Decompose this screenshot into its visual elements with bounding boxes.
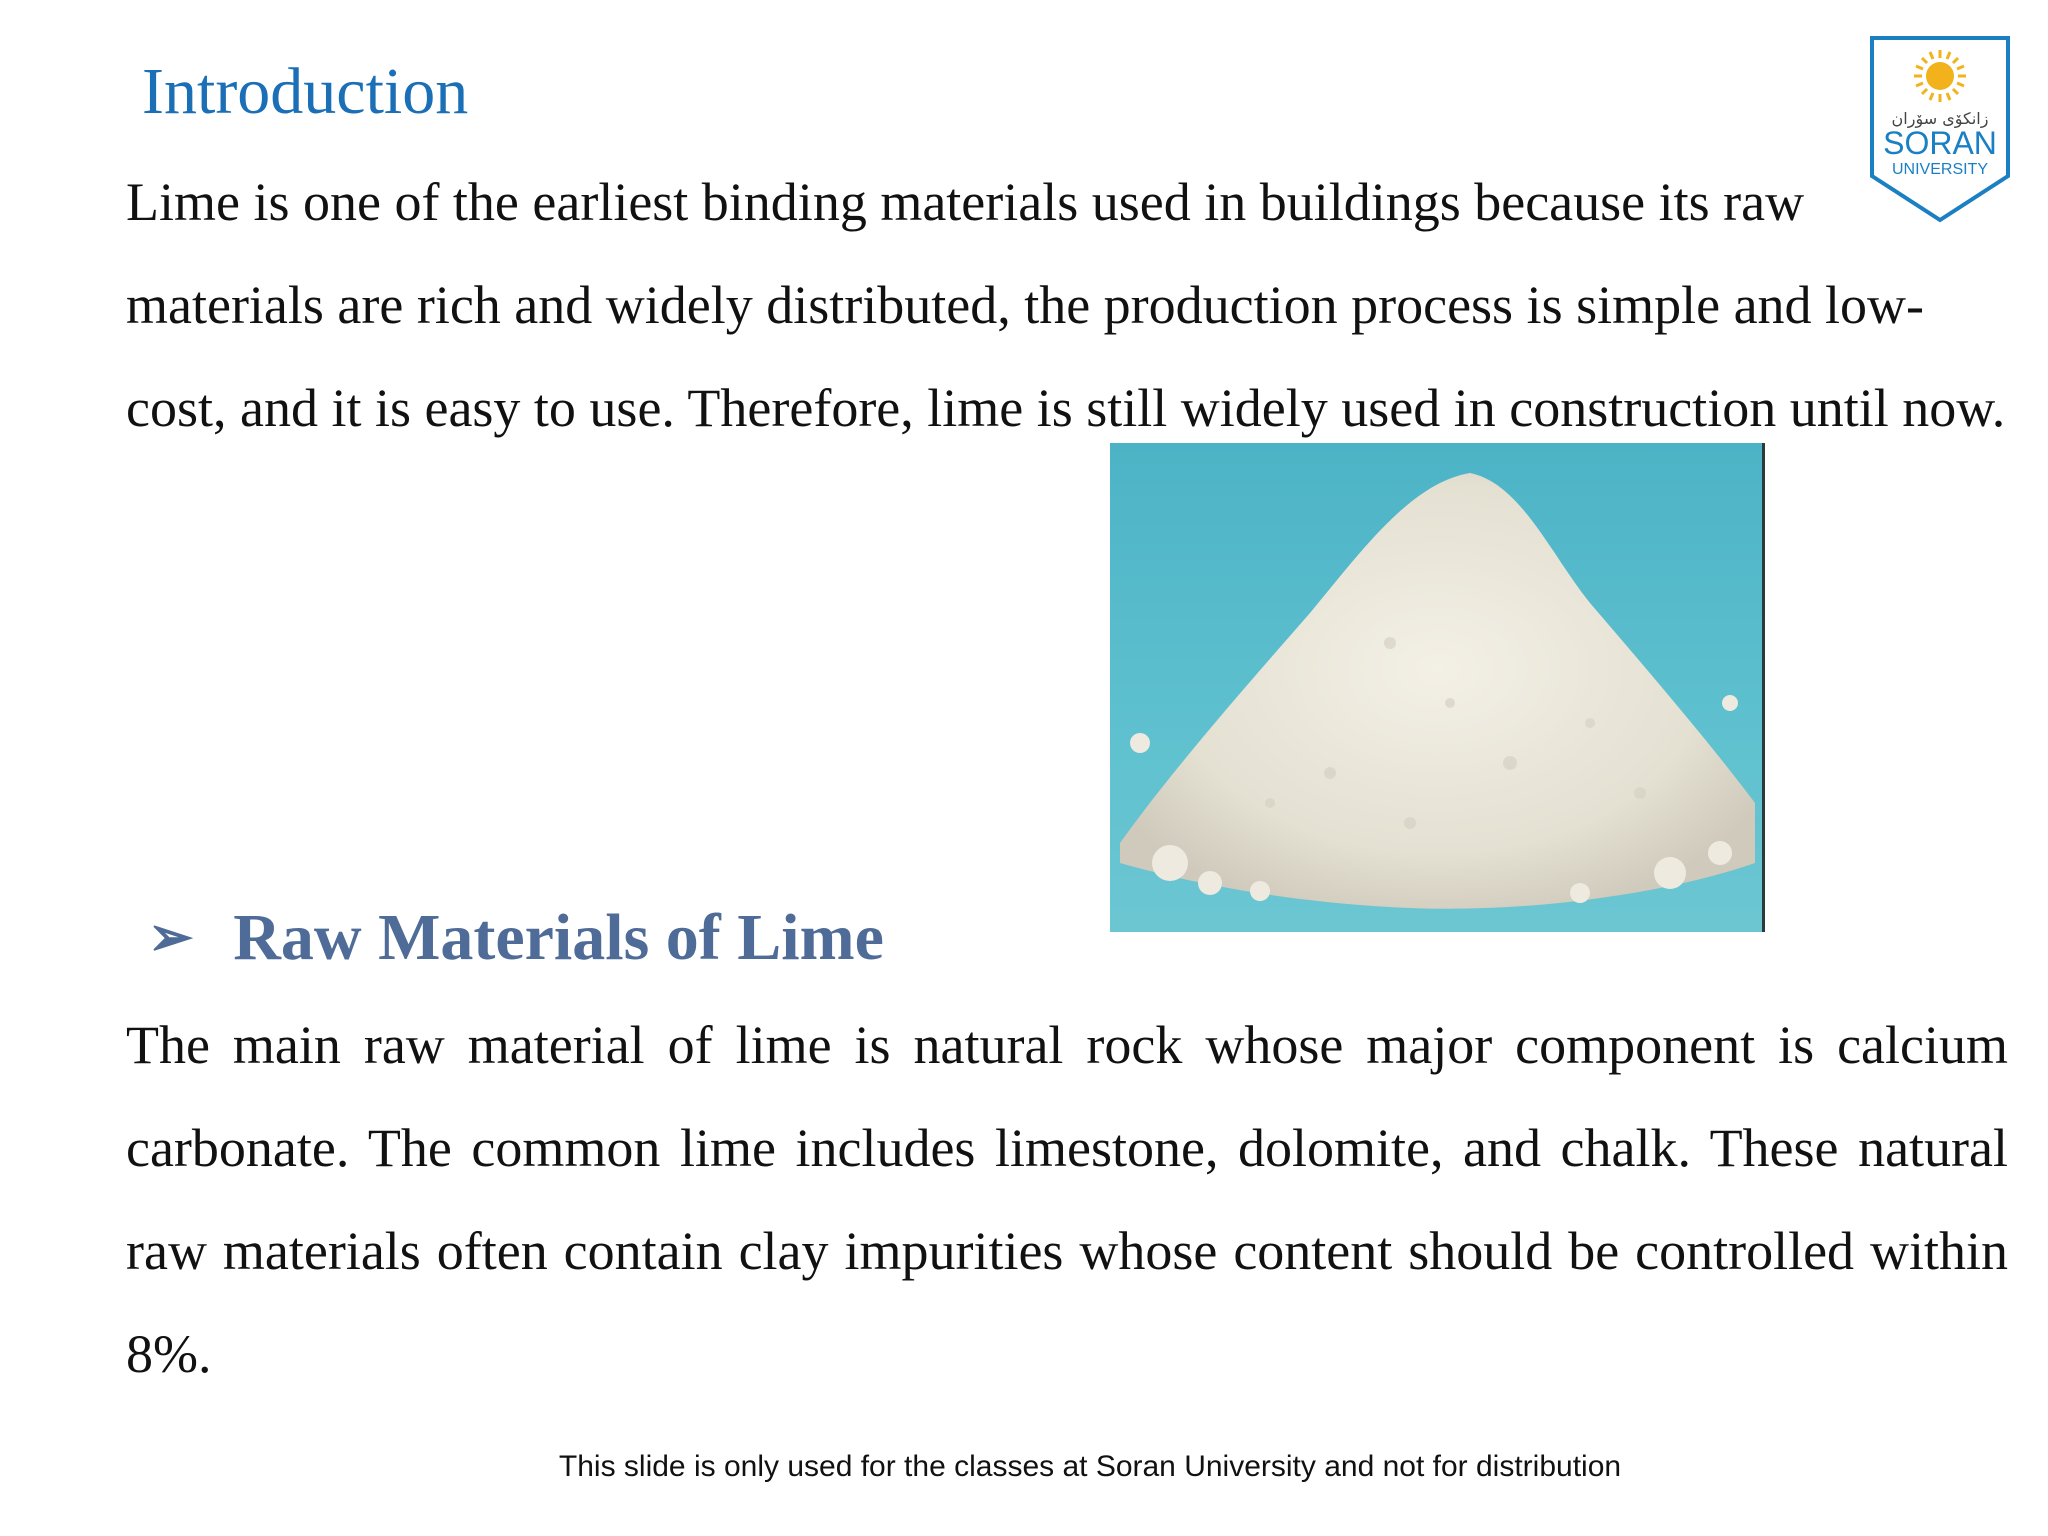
section-heading — [148, 898, 884, 977]
intro-paragraph: Lime is one of the earliest binding materials used in buildings because its raw materials are rich and widely distributed, the production process is simple and low-cost, and it is easy to use. Therefore, lime is still widely used in construction until now. — [126, 172, 2006, 438]
slide-title: Introduction — [142, 55, 469, 128]
section-paragraph: The main raw material of lime is natural rock whose major component is calcium carbonate. The common lime includes limestone, dolomite, and chalk. These natural raw materials often contain clay impurities whose content should be controlled within 8%. — [126, 1015, 2008, 1384]
arrow-bullet-icon: ➢ — [148, 907, 194, 968]
logo-sub-text: UNIVERSITY — [1891, 161, 1989, 178]
lime-powder-photo — [1110, 443, 1765, 932]
section-heading-text: Raw Materials of Lime — [233, 901, 884, 974]
logo-arabic-text: زانكۆی سۆران — [1891, 109, 1989, 128]
footer-note: This slide is only used for the classes at Soran University and not for distribution — [558, 1450, 1622, 1483]
logo-name-text: SORAN — [1883, 125, 1997, 161]
